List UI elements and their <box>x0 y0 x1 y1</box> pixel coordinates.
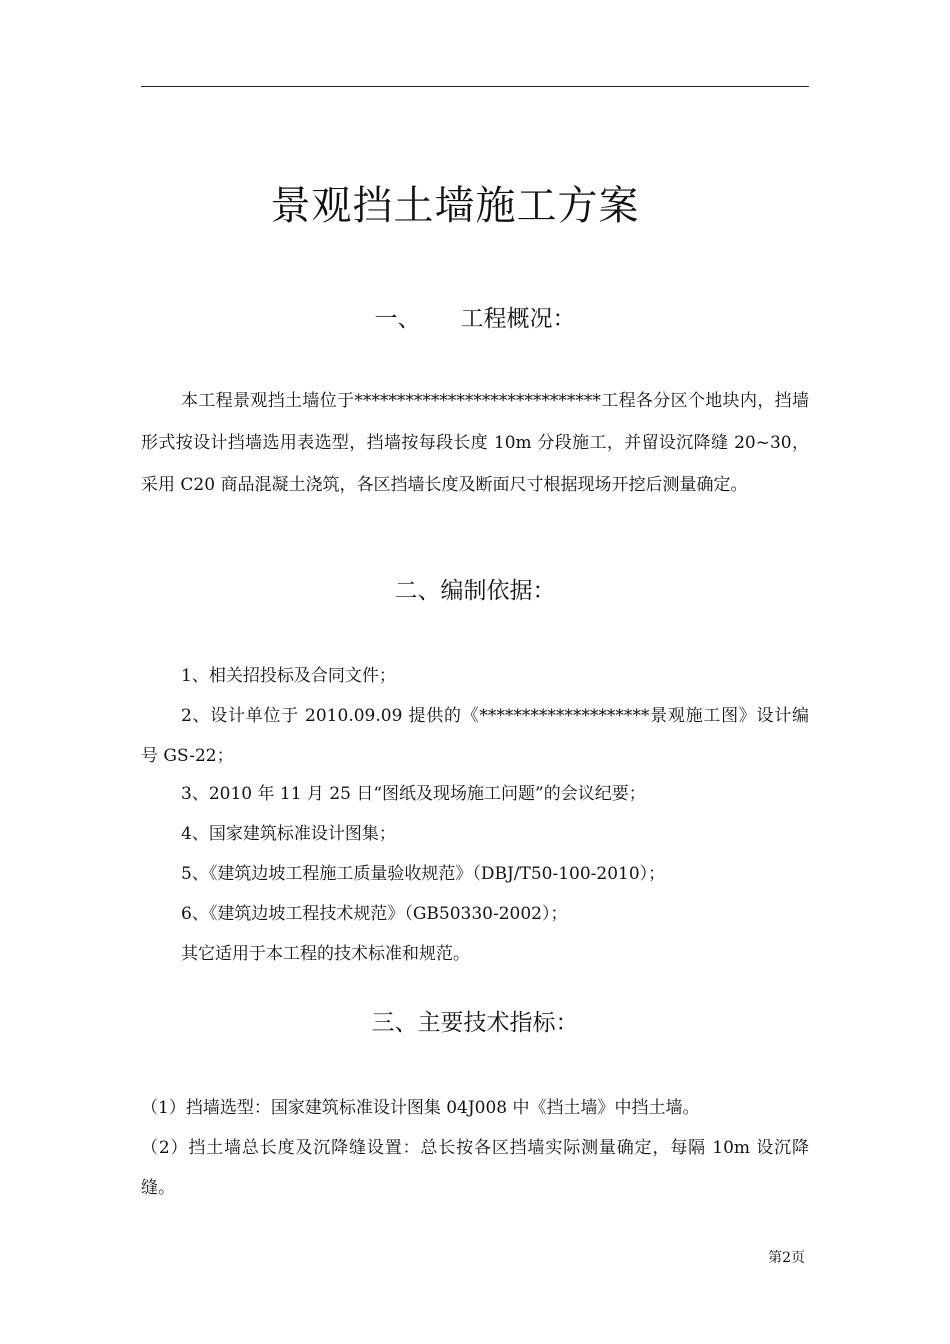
page-number: 第2页 <box>768 1250 805 1266</box>
section-3-heading: 三、主要技术指标： <box>371 1010 579 1036</box>
basis-item-3: 3、2010 年 11 月 25 日“图纸及现场施工问题”的会议纪要； <box>181 784 646 804</box>
section-1-heading <box>0 304 950 334</box>
section-1-title: 工程概况： <box>460 306 576 332</box>
tech-item-1: （1）挡墙选型：国家建筑标准设计图集 04J008 中《挡土墙》中挡土墙。 <box>141 1098 700 1118</box>
section-2-heading: 二、编制依据： <box>394 578 556 604</box>
basis-item-6: 6、《建筑边坡工程技术规范》（GB50330-2002）； <box>181 904 568 924</box>
basis-item-4: 4、国家建筑标准设计图集； <box>181 824 396 844</box>
basis-item-5: 5、《建筑边坡工程施工质量验收规范》（DBJ/T50-100-2010）； <box>181 864 666 884</box>
basis-item-2: 2、设计单位于 2010.09.09 提供的《********************景观施工图》设计编号 GS-22； <box>141 706 809 766</box>
basis-item-1: 1、相关招投标及合同文件； <box>181 666 396 686</box>
header-rule <box>141 86 809 87</box>
document-title: 景观挡土墙施工方案 <box>270 183 640 229</box>
section-1-paragraph: 本工程景观挡土墙位于*****************************工程各分区个地块内，挡墙形式按设计挡墙选用表选型，挡墙按每段长度 10m 分段施工，并留设沉降缝 20~30，采用 C20 商品混凝土浇筑，各区挡墙长度及断面尺寸根据现场开挖后测量确定。 <box>141 391 809 495</box>
basis-item-7: 其它适用于本工程的技术标准和规范。 <box>181 944 470 964</box>
section-1-number: 一、 <box>374 306 421 332</box>
tech-item-2: （2）挡土墙总长度及沉降缝设置：总长按各区挡墙实际测量确定，每隔 10m 设沉降缝。 <box>141 1138 809 1198</box>
